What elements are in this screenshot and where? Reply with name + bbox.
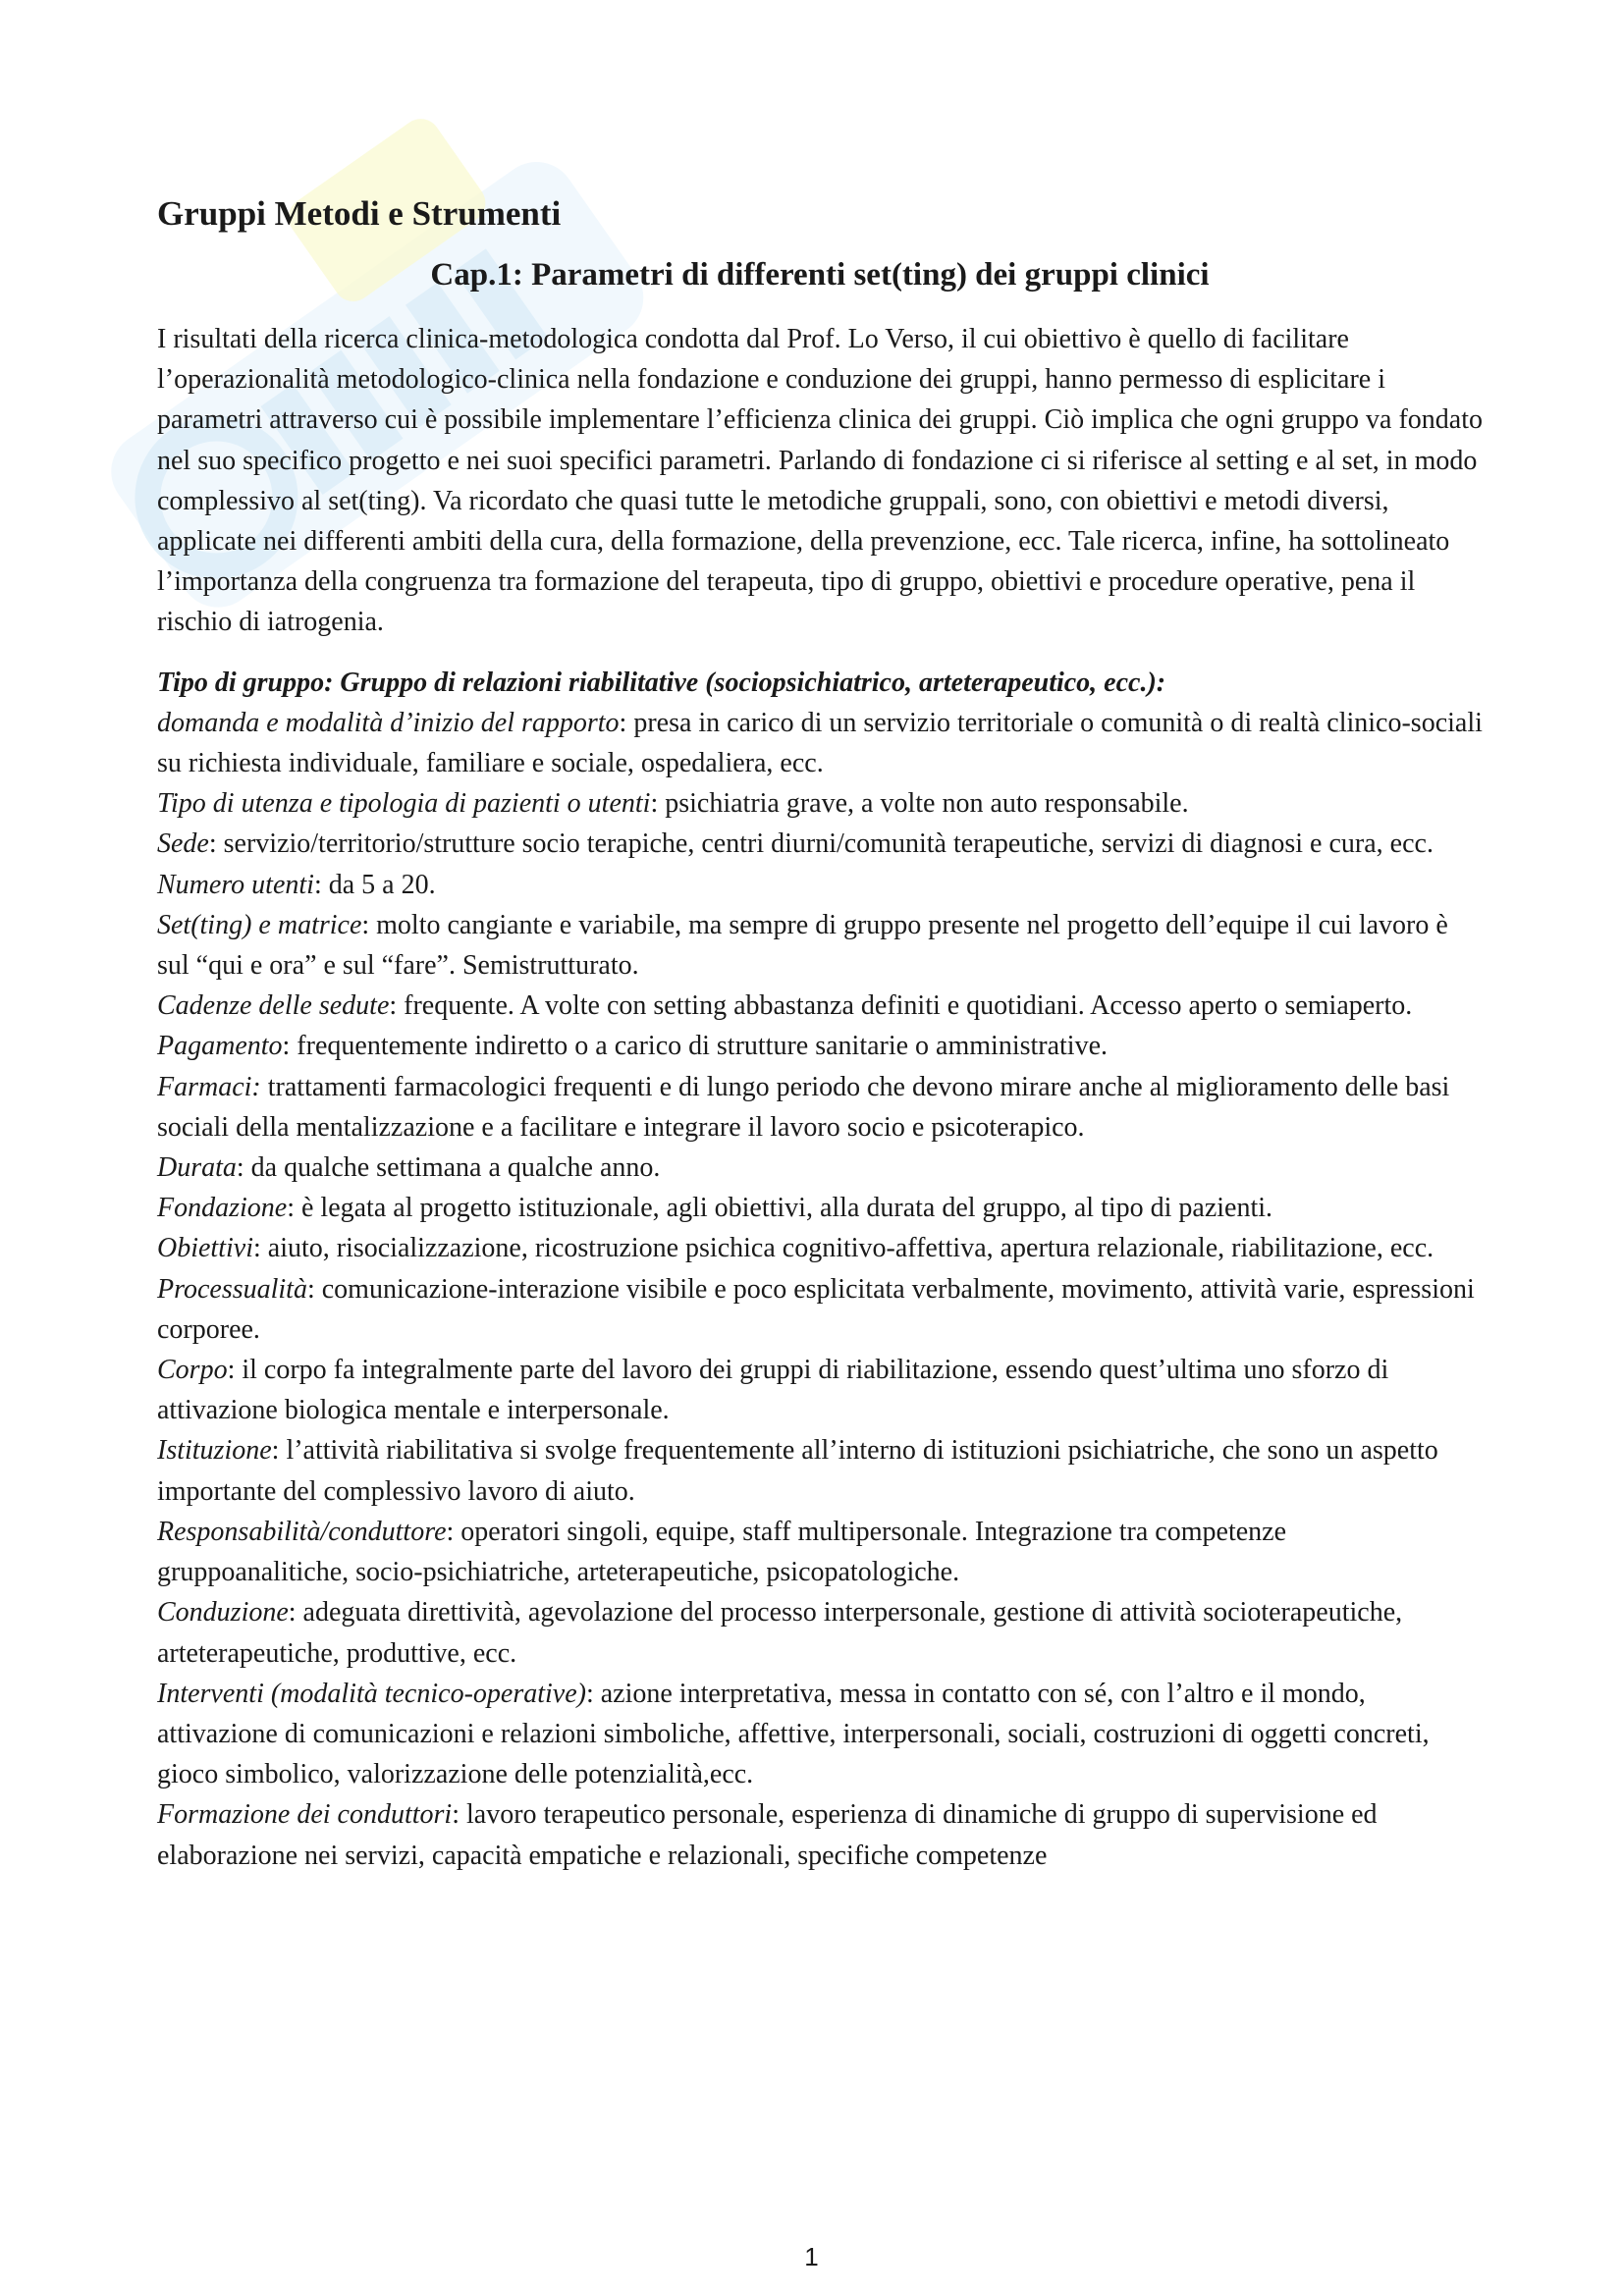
param-istituzione <box>157 1430 1483 1511</box>
param-label: Responsabilità/conduttore <box>157 1516 447 1547</box>
param-label: Numero utenti <box>157 869 314 900</box>
param-text: : presa in carico di un servizio territoriale o comunità o di realtà clinico-sociali su richiesta individuale, familiare e sociale, ospedaliera, ecc. <box>157 707 1483 779</box>
param-label: Pagamento <box>157 1031 283 1062</box>
param-label: Tipo di utenza e tipologia di pazienti o utenti <box>157 788 651 820</box>
param-text: : servizio/territorio/strutture socio terapiche, centri diurni/comunità terapeutiche, servizi di diagnosi e cura, ecc. <box>208 828 1434 860</box>
page-number: 1 <box>804 2242 819 2271</box>
param-text: : frequente. A volte con setting abbastanza definiti e quotidiani. Accesso aperto o semiaperto. <box>389 990 1413 1022</box>
param-label: Processualità <box>157 1273 307 1305</box>
param-obiettivi <box>157 1228 1483 1268</box>
param-label: Formazione dei conduttori <box>157 1799 453 1831</box>
param-tipo-utenza <box>157 783 1483 824</box>
param-corpo <box>157 1350 1483 1430</box>
param-responsabilita <box>157 1512 1483 1592</box>
section-heading: Tipo di gruppo: Gruppo di relazioni riabilitative (sociopsichiatrico, arteterapeutico, ecc.): <box>157 667 1166 698</box>
param-text: : psichiatria grave, a volte non auto responsabile. <box>650 788 1189 820</box>
param-text: : da 5 a 20. <box>313 869 436 900</box>
param-label: Interventi (modalità tecnico-operative) <box>157 1678 586 1709</box>
parameters-list <box>157 703 1483 1876</box>
param-text: trattamenti farmacologici frequenti e di lungo periodo che devono mirare anche al miglioramento delle basi sociali della mentalizzazione e a facilitare e integrare il lavoro socio e psicoterapico. <box>157 1071 1450 1143</box>
param-cadenze <box>157 986 1483 1026</box>
param-label: Sede <box>157 828 209 860</box>
param-text: : molto cangiante e variabile, ma sempre di gruppo presente nel progetto dell’equipe il cui lavoro è sul “qui e ora” e sul “fare”. Semistrutturato. <box>157 909 1448 982</box>
param-label: Istituzione <box>157 1435 272 1467</box>
param-text: : lavoro terapeutico personale, esperienza di dinamiche di gruppo di supervisione ed elaborazione nei servizi, capacità empatiche e relazionali, specifiche competenze <box>157 1799 1378 1871</box>
param-formazione-conduttori <box>157 1794 1483 1875</box>
param-durata <box>157 1148 1483 1188</box>
param-pagamento <box>157 1026 1483 1066</box>
param-label: Durata <box>157 1152 237 1184</box>
param-label: Corpo <box>157 1355 228 1386</box>
param-sede <box>157 824 1483 864</box>
param-interventi <box>157 1674 1483 1795</box>
param-label: Fondazione <box>157 1193 288 1224</box>
param-label: Conduzione <box>157 1597 289 1629</box>
param-label: Obiettivi <box>157 1233 253 1264</box>
param-text: : operatori singoli, equipe, staff multipersonale. Integrazione tra competenze gruppoanalitiche, socio-psichiatriche, arteterapeutiche, psicopatologiche. <box>157 1516 1287 1588</box>
param-numero-utenti <box>157 865 1483 905</box>
param-label: Set(ting) e matrice <box>157 909 362 940</box>
param-fondazione <box>157 1188 1483 1228</box>
intro-paragraph: I risultati della ricerca clinica-metodologica condotta dal Prof. Lo Verso, il cui obiettivo è quello di facilitare l’operazionalità metodologico-clinica nella fondazione e conduzione dei gruppi, hanno permesso di esplicitare i parametri attraverso cui è possibile implementare l’efficienza clinica dei gruppi. Ciò implica che ogni gruppo va fondato nel suo specifico progetto e nei suoi specifici parametri. Parlando di fondazione ci si riferisce al setting e al set, in modo complessivo al set(ting). Va ricordato che quasi tutte le metodiche gruppali, sono, con obiettivi e metodi diversi, applicate nei differenti ambiti della cura, della formazione, della prevenzione, ecc. Tale ricerca, infine, ha sottolineato l’importanza della congruenza tra formazione del terapeuta, tipo di gruppo, obiettivi e procedure operative, pena il rischio di iatrogenia. <box>157 324 1484 638</box>
param-text: : frequentemente indiretto o a carico di strutture sanitarie o amministrative. <box>282 1031 1109 1062</box>
document-title: Gruppi Metodi e Strumenti <box>157 194 562 233</box>
param-text: : è legata al progetto istituzionale, agli obiettivi, alla durata del gruppo, al tipo di pazienti. <box>287 1193 1273 1224</box>
param-text: : l’attività riabilitativa si svolge frequentemente all’interno di istituzioni psichiatriche, che sono un aspetto importante del complessivo lavoro di aiuto. <box>157 1435 1438 1507</box>
param-label: domanda e modalità d’inizio del rapporto <box>157 707 620 738</box>
param-text: : il corpo fa integralmente parte del lavoro dei gruppi di riabilitazione, essendo quest’ultima uno sforzo di attivazione biologica mentale e interpersonale. <box>157 1355 1389 1426</box>
param-domanda <box>157 703 1483 783</box>
param-processualita <box>157 1269 1483 1350</box>
document-body <box>157 191 1483 1876</box>
param-conduzione <box>157 1592 1483 1673</box>
param-text: : azione interpretativa, messa in contatto con sé, con l’altro e il mondo, attivazione di comunicazioni e relazioni simboliche, affettive, interpersonali, sociali, costruzioni di oggetti concreti, gioco simbolico, valorizzazione delle potenzialità,ecc. <box>157 1678 1430 1790</box>
param-farmaci <box>157 1067 1483 1148</box>
param-text: : aiuto, risocializzazione, ricostruzione psichica cognitivo-affettiva, apertura relazionale, riabilitazione, ecc. <box>252 1233 1434 1264</box>
chapter-title: Cap.1: Parametri di differenti set(ting) dei gruppi clinici <box>430 257 1210 293</box>
param-text: : da qualche settimana a qualche anno. <box>236 1152 661 1184</box>
param-text: : comunicazione-interazione visibile e poco esplicitata verbalmente, movimento, attività varie, espressioni corporee. <box>157 1273 1475 1345</box>
param-label: Farmaci: <box>157 1071 261 1102</box>
param-setting-matrice <box>157 905 1483 986</box>
param-text: : adeguata direttività, agevolazione del processo interpersonale, gestione di attività socioterapeutiche, arteterapeutiche, produttive, ecc. <box>157 1597 1403 1669</box>
param-label: Cadenze delle sedute <box>157 990 390 1022</box>
